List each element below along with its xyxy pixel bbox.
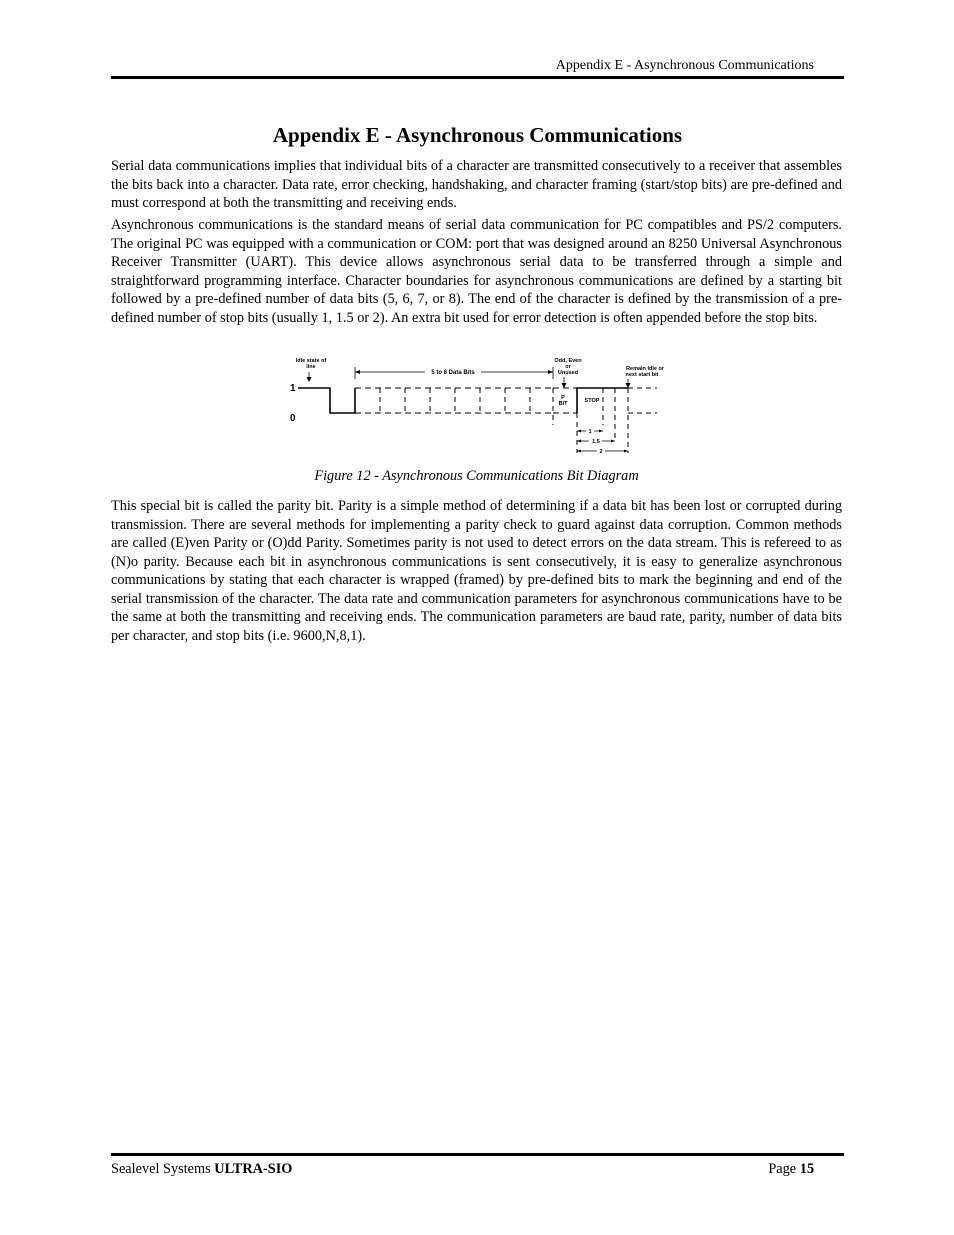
paragraph-parity: This special bit is called the parity bit. Parity is a simple method of determining if a data bit has been lost or corrupted during transmission. There are several methods for implementing a parity check to guard against data corruption. Common methods are called (E)ven Parity or (O)dd Parity. Sometimes parity is not used to detect errors on the data stream. This is refereed to as (N)o parity. Because each bit in asynchronous communications is sent consecutively, it is easy to generalize asynchronous communications by stating that each character is wrapped (framed) by pre-defined bits to mark the beginning and end of the serial transmission of the character. The data rate and communication parameters for asynchronous communications have to be the same at both the transmitting and receiving ends. The communication parameters are baud rate, parity, number of data bits per character, and stop bits (i.e. 9600,N,8,1).	[111, 498, 842, 644]
data-bits-label: 5 to 8 Data Bits	[431, 370, 475, 376]
footer-company: Sealevel Systems	[111, 1161, 211, 1177]
parity-p-label: P	[561, 395, 565, 401]
footer-product-name: ULTRA-SIO	[214, 1161, 293, 1177]
header-rule	[111, 76, 844, 79]
level-one-label: 1	[290, 383, 296, 394]
footer-rule	[111, 1153, 844, 1156]
parity-label-line1: Odd, Even	[554, 358, 582, 364]
stop-one-label: 1	[588, 429, 592, 435]
level-zero-label: 0	[290, 413, 296, 424]
stop-label: STOP	[584, 398, 600, 404]
parity-label-line2: or	[565, 364, 571, 370]
footer-page-label: Page	[768, 1161, 797, 1177]
idle-label-line2: line	[306, 364, 316, 370]
footer-product	[111, 1160, 292, 1178]
page-title: Appendix E - Asynchronous Communications	[272, 123, 683, 147]
remain-label-line1: Remain Idle or	[626, 366, 664, 372]
parity-label-line3: Unused	[557, 370, 579, 376]
paragraph-async-description: Asynchronous communications is the standard means of serial data communication for PC compatibles and PS/2 computers. The original PC was equipped with a communication or COM: port that was designed around an 8250 Universal Asynchronous Receiver Transmitter (UART). This device allows asynchronous serial data to be transferred through a simple and straightforward programming interface. Character boundaries for asynchronous communications are defined by a starting bit followed by a pre-defined number of data bits (5, 6, 7, or 8). The end of the character is defined by the transmission of a pre-defined number of stop bits (usually 1, 1.5 or 2). An extra bit used for error detection is often appended before the stop bits.	[111, 217, 842, 326]
parity-bit-label: BIT	[558, 401, 568, 407]
stop-one-half-label: 1.5	[592, 439, 600, 445]
footer-page	[768, 1160, 814, 1178]
running-header: Appendix E - Asynchronous Communications	[555, 58, 814, 73]
stop-two-label: 2	[599, 449, 603, 455]
remain-label-line2: next start bit	[625, 372, 659, 378]
async-bit-diagram	[285, 353, 675, 463]
page-header	[111, 57, 844, 75]
paragraph-serial-intro: Serial data communications implies that individual bits of a character are transmitted consecutively to a receiver that assembles the bits back into a character. Data rate, error checking, handshaking, and character framing (start/stop bits) are pre-defined and must correspond at both the transmitting and receiving ends.	[111, 158, 842, 211]
idle-label-line1: Idle state of	[295, 358, 327, 364]
figure-caption: Figure 12 - Asynchronous Communications Bit Diagram	[314, 468, 639, 484]
footer-page-number: 15	[799, 1161, 814, 1177]
